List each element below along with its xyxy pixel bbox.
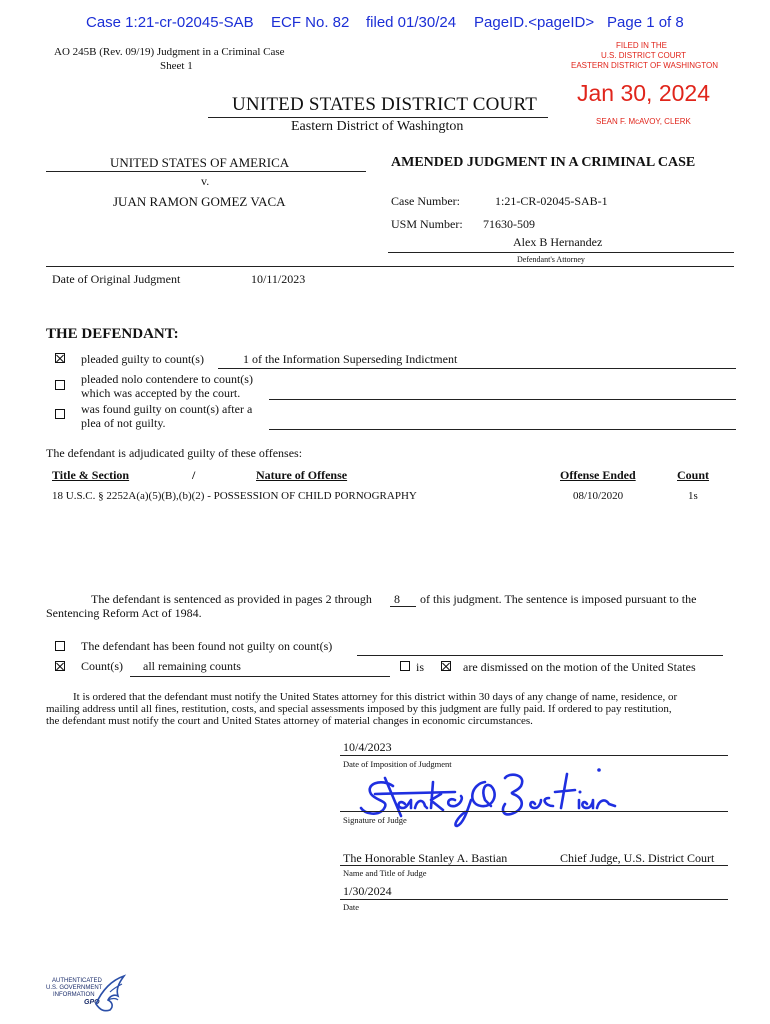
stamp-line-1: FILED IN THE [616, 41, 667, 50]
stamp-line-2: U.S. DISTRICT COURT [601, 51, 687, 60]
offenses-intro: The defendant is adjudicated guilty of these offenses: [46, 446, 303, 460]
col-nature: Nature of Offense [256, 468, 348, 482]
order-line-2: mailing address until all fines, restitution, costs, and special assessments imposed by this judgment are fully paid. If ordered to pay restitution, [46, 703, 672, 715]
stamp-clerk: SEAN F. McAVOY, CLERK [596, 117, 691, 126]
imposition-rule [340, 755, 728, 756]
name-title-label: Name and Title of Judge [343, 868, 427, 878]
pleaded-guilty-checkbox[interactable] [55, 353, 65, 363]
found-guilty-checkbox[interactable] [55, 409, 65, 419]
counts-rule [130, 676, 390, 677]
caption-rule [46, 266, 734, 267]
nolo-line-2: which was accepted by the court. [81, 386, 241, 400]
stamp-date: Jan 30, 2024 [577, 80, 711, 106]
dismissed-counts-checkbox[interactable] [55, 661, 65, 671]
col-offense-ended: Offense Ended [560, 468, 636, 482]
nolo-contendere-checkbox[interactable] [55, 380, 65, 390]
judge-name-rule [340, 865, 728, 866]
col-slash: / [192, 468, 196, 482]
case-number-header: Case 1:21-cr-02045-SAB [86, 14, 254, 31]
attorney-label: Defendant's Attorney [517, 255, 585, 264]
defendant-name: JUAN RAMON GOMEZ VACA [113, 194, 286, 209]
court-district: Eastern District of Washington [291, 119, 464, 134]
case-number-value: 1:21-CR-02045-SAB-1 [495, 194, 608, 208]
pleaded-guilty-label: pleaded guilty to count(s) [81, 352, 204, 366]
imposition-label: Date of Imposition of Judgment [343, 759, 452, 769]
date-label: Date [343, 902, 360, 912]
imposition-date: 10/4/2023 [343, 740, 392, 754]
are-checkbox[interactable] [441, 661, 451, 671]
signature-date: 1/30/2024 [343, 884, 392, 898]
gpo-line-3: INFORMATION [53, 992, 95, 998]
attorney-name: Alex B Hernandez [513, 235, 603, 249]
judge-title: Chief Judge, U.S. District Court [560, 851, 715, 865]
versus: v. [201, 174, 210, 188]
offense-count: 1s [688, 490, 698, 502]
gpo-line-1: AUTHENTICATED [52, 978, 102, 984]
sentence-part-2: of this judgment. The sentence is imposed pursuant to the [420, 592, 697, 606]
pleaded-guilty-value: 1 of the Information Superseding Indictment [243, 352, 458, 366]
signature-label: Signature of Judge [343, 815, 407, 825]
is-label: is [416, 660, 425, 674]
gpo-line-2: U.S. GOVERNMENT [46, 985, 103, 991]
defendant-heading: THE DEFENDANT: [46, 326, 179, 342]
filed-date-header: filed 01/30/24 [366, 14, 457, 31]
page-count: Page 1 of 8 [607, 14, 684, 31]
are-dismissed-label: are dismissed on the motion of the United States [463, 660, 696, 674]
signature-rule [340, 811, 728, 812]
plaintiff-name: UNITED STATES OF AMERICA [110, 155, 290, 170]
offense-section: 18 U.S.C. § 2252A(a)(5)(B),(b)(2) - POSSESSION OF CHILD PORNOGRAPHY [52, 490, 417, 502]
counts-value: all remaining counts [143, 659, 241, 673]
judgment-title: AMENDED JUDGMENT IN A CRIMINAL CASE [391, 155, 696, 170]
case-number-label: Case Number: [391, 194, 460, 208]
counts-label: Count(s) [81, 659, 123, 673]
attorney-rule [388, 252, 734, 253]
found-guilty-rule [269, 429, 736, 430]
plaintiff-rule [46, 171, 366, 172]
original-judgment-date: 10/11/2023 [251, 272, 306, 286]
eagle-icon [92, 972, 128, 1016]
stamp-line-3: EASTERN DISTRICT OF WASHINGTON [571, 61, 718, 70]
not-guilty-checkbox[interactable] [55, 641, 65, 651]
page-id: PageID.<pageID> [474, 14, 595, 31]
nolo-line-1: pleaded nolo contendere to count(s) [81, 372, 253, 386]
not-guilty-rule [357, 655, 723, 656]
not-guilty-label: The defendant has been found not guilty on count(s) [81, 639, 333, 653]
original-judgment-label: Date of Original Judgment [52, 272, 181, 286]
order-line-1: It is ordered that the defendant must notify the United States attorney for this district within 30 days of any change of name, residence, or [73, 691, 678, 703]
pleaded-guilty-rule [218, 368, 736, 369]
gpo-mark: GPO [84, 999, 100, 1006]
col-count: Count [677, 468, 710, 482]
sentence-part-1: The defendant is sentenced as provided in pages 2 through [91, 592, 372, 606]
found-guilty-line-2: plea of not guilty. [81, 416, 166, 430]
sentence-pages: 8 [394, 592, 400, 606]
sentence-pages-rule [390, 606, 416, 607]
date-rule [340, 899, 728, 900]
sentence-line-2: Sentencing Reform Act of 1984. [46, 606, 202, 620]
usm-number-value: 71630-509 [483, 217, 535, 231]
court-name: UNITED STATES DISTRICT COURT [232, 94, 538, 115]
court-name-rule [208, 117, 548, 118]
nolo-rule [269, 399, 736, 400]
found-guilty-line-1: was found guilty on count(s) after a [81, 402, 253, 416]
order-line-3: the defendant must notify the court and United States attorney of material changes in economic circumstances. [46, 715, 533, 727]
usm-number-label: USM Number: [391, 217, 463, 231]
form-sheet: Sheet 1 [160, 60, 193, 72]
col-title-section: Title & Section [52, 468, 130, 482]
ecf-number: ECF No. 82 [271, 14, 350, 31]
form-id: AO 245B (Rev. 09/19) Judgment in a Criminal Case [54, 46, 285, 58]
judge-name: The Honorable Stanley A. Bastian [343, 851, 508, 865]
offense-ended: 08/10/2020 [573, 490, 624, 502]
is-checkbox[interactable] [400, 661, 410, 671]
